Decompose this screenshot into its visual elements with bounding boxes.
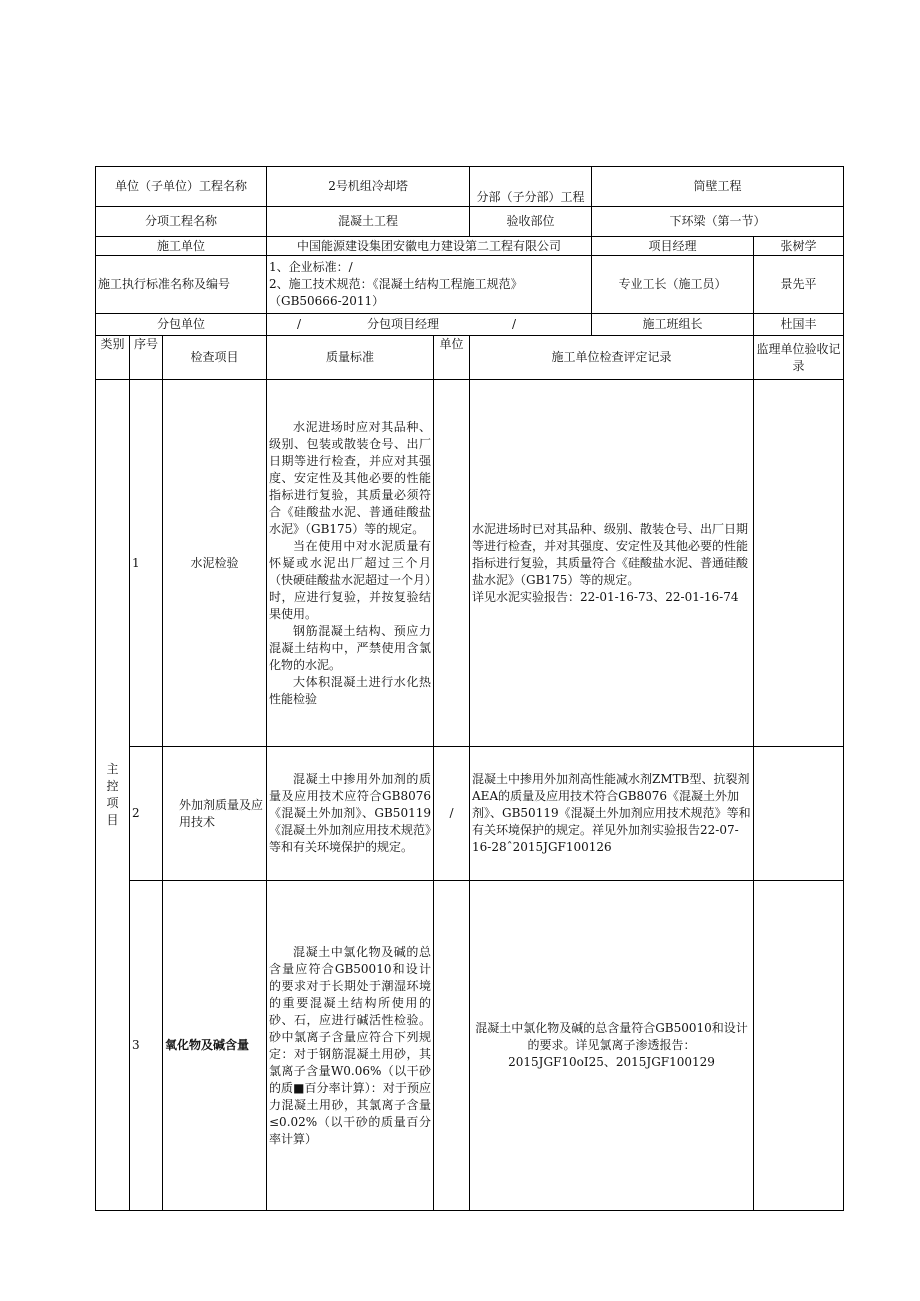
col-unit: 单位 xyxy=(434,336,470,380)
row-seq: 3 xyxy=(130,881,163,1211)
row-supervision xyxy=(754,881,844,1211)
row-unit xyxy=(434,881,470,1211)
row-item: 外加剂质量及应用技术 xyxy=(163,747,267,881)
row-quality-std xyxy=(267,747,434,881)
unit-label: 单位（子单位）工程名称 xyxy=(96,167,267,207)
standard-line-2: 2、施工技术规范：《混凝土结构工程施工规范》（GB50666-2011） xyxy=(269,277,523,308)
subcontractor-cell xyxy=(267,314,592,336)
accept-part-value: 下环梁（第一节） xyxy=(592,207,844,237)
foreman-value: 景先平 xyxy=(754,256,844,314)
foreman-label: 专业工长（施工员） xyxy=(592,256,754,314)
record-paragraph: 混凝土中氯化物及碱的总含量符合GB50010和设计的要求。详见氯离子渗透报告： xyxy=(475,1021,748,1052)
pm-value: 张树学 xyxy=(754,237,844,256)
team-leader-label: 施工班组长 xyxy=(592,314,754,336)
col-record: 施工单位检查评定记录 xyxy=(470,336,754,380)
record-paragraph: 水泥进场时已对其品种、级别、散装仓号、出厂日期等进行检查，并对其强度、安定性及其他必要的性能指标进行复验，其质量符合《硅酸盐水泥、普通硅酸盐水泥》（GB175）等的规定。 xyxy=(472,521,749,587)
unit-value: 2号机组冷却塔 xyxy=(267,167,470,207)
row-record xyxy=(470,747,754,881)
row-seq: 1 xyxy=(130,380,163,747)
category-main xyxy=(96,380,130,1211)
inspection-table xyxy=(95,166,844,1211)
sub-part-label: 分部（子分部）工程 xyxy=(470,167,592,207)
category-main-text: 主控项目 xyxy=(106,762,119,827)
header-row-item xyxy=(96,207,844,237)
header-row-unit xyxy=(96,167,844,207)
record-paragraph: 2015JGF10oI25、2015JGF100129 xyxy=(508,1055,715,1069)
row-unit xyxy=(434,380,470,747)
col-supervision: 监理单位验收记录 xyxy=(754,336,844,380)
constructor-value: 中国能源建设集团安徽电力建设第二工程有限公司 xyxy=(267,237,592,256)
constructor-label: 施工单位 xyxy=(96,237,267,256)
record-paragraph: 详见水泥实验报告：22-01-16-73、22-01-16-74 xyxy=(472,589,739,604)
row-record xyxy=(470,380,754,747)
standard-value xyxy=(267,256,592,314)
row-item: 水泥检验 xyxy=(163,380,267,747)
subcontractor-value: / xyxy=(296,317,302,331)
team-leader-value: 杜国丰 xyxy=(754,314,844,336)
header-row-standard xyxy=(96,256,844,314)
std-paragraph: 钢筋混凝土结构、预应力混凝土结构中，严禁使用含氯化物的水泥。 xyxy=(269,623,431,672)
std-paragraph: 大体积混凝土进行水化热性能检验 xyxy=(269,674,431,706)
subcontractor-label: 分包单位 xyxy=(96,314,267,336)
std-paragraph: 混凝土中氯化物及碱的总含量应符合GB50010和设计的要求对于长期处于潮湿环境的重要混凝土结构所使用的砂、石，应进行碱活性检验。砂中氯离子含量应符合下列规定：对于钢筋混凝土用砂，其氯离子含量W0.06%（以干砂的质■百分率计算）：对于预应力混凝土用砂，其氯离子含量≤0.02%（以干砂的质量百分率计算） xyxy=(269,944,431,1146)
accept-part-label: 验收部位 xyxy=(470,207,592,237)
std-paragraph: 当在使用中对水泥质量有怀疑或水泥出厂超过三个月（快硬硅酸盐水泥超过一个月）时，应进行复验，并按复验结果使用。 xyxy=(269,538,432,621)
inspection-form xyxy=(95,166,843,1211)
column-header-row xyxy=(96,336,844,380)
col-quality-std: 质量标准 xyxy=(267,336,434,380)
std-paragraph: 水泥进场时应对其品种、级别、包装或散装仓号、出厂日期等进行检查，并应对其强度、安定性及其他必要的性能指标进行复验，其质量必须符合《硅酸盐水泥、普通硅酸盐水泥》（GB175）等的规定。 xyxy=(269,419,431,536)
item-value: 混凝土工程 xyxy=(267,207,470,237)
row-record xyxy=(470,881,754,1211)
header-row-constructor xyxy=(96,237,844,256)
col-check-item: 检查项目 xyxy=(163,336,267,380)
row-unit: / xyxy=(434,747,470,881)
row-supervision xyxy=(754,747,844,881)
row-quality-std xyxy=(267,380,434,747)
table-row xyxy=(96,881,844,1211)
table-row xyxy=(96,747,844,881)
sub-part-value: 筒壁工程 xyxy=(592,167,844,207)
standard-line-1: 1、企业标准：/ xyxy=(269,260,353,274)
row-supervision xyxy=(754,380,844,747)
sub-pm-value: / xyxy=(511,317,517,331)
col-seq: 序号 xyxy=(130,336,163,380)
sub-pm-label: 分包项目经理 xyxy=(366,317,439,331)
table-row xyxy=(96,380,844,747)
standard-label: 施工执行标准名称及编号 xyxy=(96,256,267,314)
row-seq: 2 xyxy=(130,747,163,881)
row-quality-std xyxy=(267,881,434,1211)
col-category: 类别 xyxy=(96,336,130,380)
record-paragraph: 混凝土中掺用外加剂高性能减水剂ZMTB型、抗裂剂AEA的质量及应用技术符合GB8076《混凝土外加剂》、GB50119《混凝土外加剂应用技术规范》等和有关环境保护的规定。祥见外加剂实验报告22-07-16-28ˆ2015JGF100126 xyxy=(472,772,751,854)
row-item: 氧化物及碱含量 xyxy=(163,881,267,1211)
item-label: 分项工程名称 xyxy=(96,207,267,237)
header-row-subcontractor xyxy=(96,314,844,336)
pm-label: 项目经理 xyxy=(592,237,754,256)
std-paragraph: 混凝土中掺用外加剂的质量及应用技术应符合GB8076《混凝土外加剂》、GB50119《混凝土外加剂应用技术规范》等和有关环境保护的规定。 xyxy=(269,772,432,854)
